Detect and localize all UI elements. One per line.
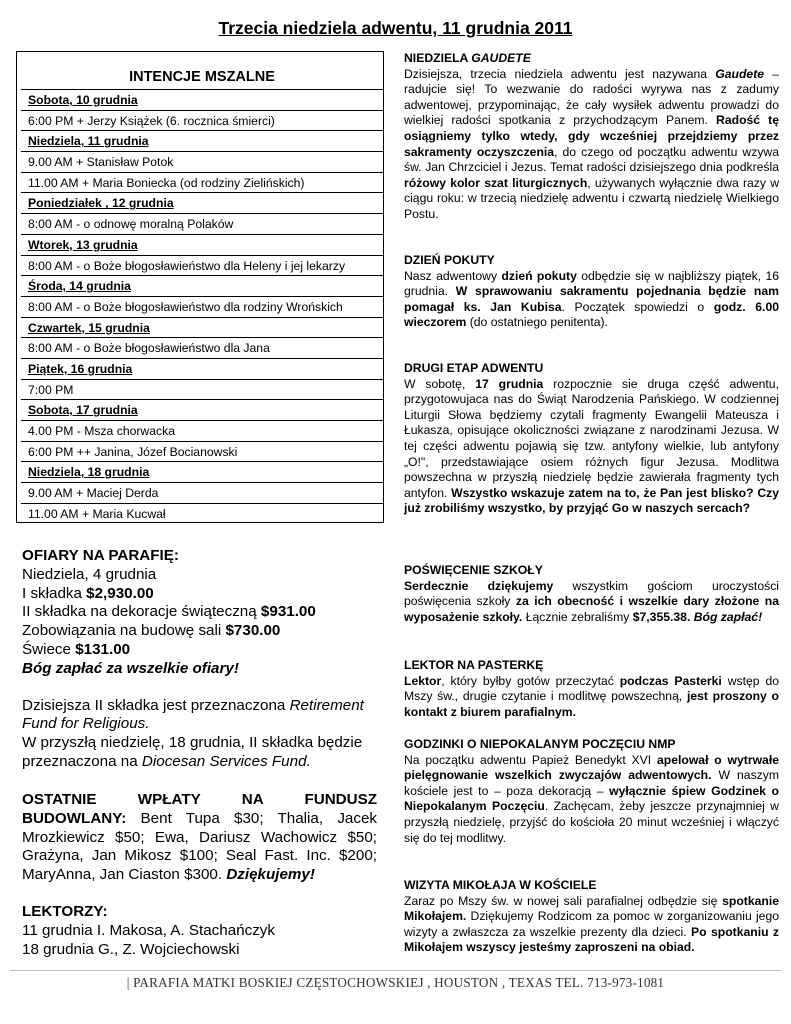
mass-intentions-box	[16, 51, 384, 523]
offerings-thanks: Bóg zapłać za wszelkie ofiary!	[22, 659, 239, 677]
mass-day-heading: Sobota, 10 grudnia	[21, 90, 383, 111]
penance-section	[404, 253, 779, 331]
offerings-section	[22, 547, 377, 772]
hours-heading: GODZINKI O NIEPOKALANYM POCZĘCIU NMP	[404, 737, 676, 751]
santa-text: Zaraz po Mszy św. w nowej sali parafialnej odbędzie się spotkanie Mikołajem. Dziękujemy Rodzicom za pomoc w zorganizowaniu jego wizyty a zwłaszcza za wszelkie prezenty dla dzieci. Po spotkaniu z Mikołajem wszyscy jesteśmy zaproszeni na obiad.	[404, 893, 780, 955]
school-heading: POŚWIĘCENIE SZKOŁY	[404, 563, 543, 577]
santa-heading: WIZYTA MIKOŁAJA W KOŚCIELE	[404, 878, 597, 892]
midnight-lector-section	[404, 658, 779, 720]
mass-intention: 11.00 AM + Maria Boniecka (od rodziny Zielińskich)	[21, 173, 383, 194]
mass-intentions-list	[17, 90, 383, 524]
offerings-date: Niedziela, 4 grudnia	[22, 565, 157, 583]
building-fund-section	[22, 791, 377, 885]
mass-intention: 4.00 PM - Msza chorwacka	[21, 421, 383, 442]
offerings-first: I składka $2,930.00	[22, 584, 154, 602]
second-stage-section	[404, 361, 779, 517]
second-stage-heading: DRUGI ETAP ADWENTU	[404, 361, 544, 375]
mass-intention: 8:00 AM - o Boże błogosławieństwo dla rodziny Wrońskich	[21, 297, 383, 318]
mass-day-heading: Środa, 14 grudnia	[21, 276, 383, 297]
mass-intention: 7:00 PM	[21, 380, 383, 401]
penance-text: Nasz adwentowy dzień pokuty odbędzie się w najbliższy piątek, 16 grudnia. W sprawowaniu sakramentu pojednania będzie nam pomagał ks. Jan Kubisa. Początek spowiedzi o godz. 6.00 wieczorem (do ostatniego penitenta).	[404, 268, 780, 330]
building-fund-text: BUDOWLANY: Bent Tupa $30; Thalia, Jacek Mrozkiewicz $50; Ewa, Dariusz Wachowicz $50; Grażyna, Jan Mikosz $100; Seal Fast. Inc. $200; MaryAnna, Jan Ciaston $300. Dziękujemy!	[22, 809, 377, 884]
santa-section	[404, 878, 779, 956]
mass-intention: 8:00 AM - o odnowę moralną Polaków	[21, 214, 383, 235]
gaudete-heading: NIEDZIELA GAUDETE	[404, 51, 531, 65]
mass-intention: 11.00 AM + Maria Kucwał	[28, 506, 166, 521]
page-title: Trzecia niedziela adwentu, 11 grudnia 2011	[218, 18, 573, 38]
school-section	[404, 563, 779, 625]
building-fund-heading: OSTATNIE WPŁATY NA FUNDUSZ	[22, 791, 377, 808]
mass-intention: 9.00 AM + Stanisław Potok	[21, 152, 383, 173]
mass-day-heading: Czwartek, 15 grudnia	[21, 318, 383, 339]
penance-heading: DZIEŃ POKUTY	[404, 253, 495, 267]
mass-intention: 6:00 PM + Jerzy Książek (6. rocznica śmierci)	[21, 111, 383, 132]
mass-intention: 8:00 AM - o Boże błogosławieństwo dla Jana	[21, 338, 383, 359]
hours-text: Na początku adwentu Papież Benedykt XVI apelował o wytrwałe pielęgnowanie wszelkich zwyczajów adwentowych. W naszym kościele jest to – poza dekoracją – wyłącznie śpiew Godzinek o Niepokalanym Poczęciu. Zachęcam, żeby jeszcze przynajmniej w przyszłą niedzielę, przyjść do kościoła 20 minut wcześniej i włączyć się do tej modlitwy.	[404, 752, 779, 845]
offerings-commitments: Zobowiązania na budowę sali $730.00	[22, 622, 281, 640]
mass-day-heading: Piątek, 16 grudnia	[21, 359, 383, 380]
second-stage-text: W sobotę, 17 grudnia rozpocznie sie druga część adwentu, przygotowujaca nas do Świąt Narodzenia Pańskiego. W codziennej Liturgii Słowa będziemy czytali fragmenty Ewangelii Mateusza i Łukasza, opisujące okoliczności związane z narodzinami Jezusa. W tej części adwentu pojawią się tzw. antyfony wielkie, lub antyfony „O!", przedstawiające osiem różnych figur Jezusa. Modlitwa powszechna w przyszłą niedzielę będzie zawierała fragmenty tych antyfon. Wszystko wskazuje zatem na to, że Pan jest blisko? Czy już zrobiliśmy wszystko, by przyjąć Go w naszych sercach?	[404, 376, 779, 516]
offerings-note-1: Dzisiejsza II składka jest przeznaczona Retirement Fund for Religious.	[22, 696, 364, 733]
mass-day-heading: Niedziela, 18 grudnia	[21, 462, 383, 483]
footer: | PARAFIA MATKI BOSKIEJ CZĘSTOCHOWSKIEJ , HOUSTON , TEXAS TEL. 713-973-1081	[126, 975, 665, 990]
offerings-candles: Świece $131.00	[22, 640, 131, 658]
mass-intentions-heading: INTENCJE MSZALNE	[21, 52, 383, 90]
mass-day-heading: Poniedziałek , 12 grudnia	[21, 193, 383, 214]
lectors-section	[22, 903, 377, 959]
lectors-line: 18 grudnia G., Z. Wojciechowski	[22, 940, 240, 958]
lectors-heading: LEKTORZY:	[22, 903, 108, 920]
mass-intention: 9.00 AM + Maciej Derda	[21, 483, 383, 504]
offerings-note-2: W przyszłą niedzielę, 18 grudnia, II składka będzie przeznaczona na Diocesan Services Fund.	[22, 734, 363, 770]
mass-intention: 8:00 AM - o Boże błogosławieństwo dla Heleny i jej lekarzy	[21, 256, 383, 277]
gaudete-text: Dzisiejsza, trzecia niedziela adwentu jest nazywana Gaudete – radujcie się! To wezwanie do radości wyrywa nas z zadumy adwentowej, przypominając, że cały wysiłek adwentu prowadzi do wielkiej radości spotkania z przychodzącym Panem. Radość tę osiągniemy tylko wtedy, gdy wcześniej przejdziemy przez sakramenty oczyszczenia, do czego od początku adwentu wzywa św. Jan Chrzciciel i Jezus. Temat radości dzisiejszego dnia podkreśla różowy kolor szat liturgicznych, używanych wyłącznie dwa razy w ciągu roku: w trzecią niedzielę adwentu i czwartą niedzielę Wielkiego Postu.	[404, 66, 779, 221]
mass-intention: 6:00 PM ++ Janina, Józef Bocianowski	[21, 442, 383, 463]
school-text: Serdecznie dziękujemy wszystkim gościom uroczystości poświęcenia szkoły za ich obecność i wszelkie dary złożone na wyposażenie szkoły. Łącznie zebraliśmy $7,355.38. Bóg zapłać!	[404, 578, 779, 624]
mass-day-heading: Niedziela, 11 grudnia	[21, 131, 383, 152]
midnight-lector-text: Lektor, który byłby gotów przeczytać podczas Pasterki wstęp do Mszy św., drugie czytanie i modlitwę powszechną, jest proszony o kontakt z biurem parafialnym.	[404, 673, 780, 719]
mass-day-heading: Wtorek, 13 grudnia	[21, 235, 383, 256]
hours-section	[404, 737, 779, 846]
offerings-second: II składka na dekoracje świąteczną $931.00	[22, 603, 316, 621]
mass-day-heading: Sobota, 17 grudnia	[21, 400, 383, 421]
offerings-heading: OFIARY NA PARAFIĘ:	[22, 547, 179, 564]
midnight-lector-heading: LEKTOR NA PASTERKĘ	[404, 658, 544, 672]
gaudete-section	[404, 51, 779, 223]
footer-divider	[10, 970, 781, 971]
lectors-line: 11 grudnia I. Makosa, A. Stachańczyk	[22, 921, 275, 939]
